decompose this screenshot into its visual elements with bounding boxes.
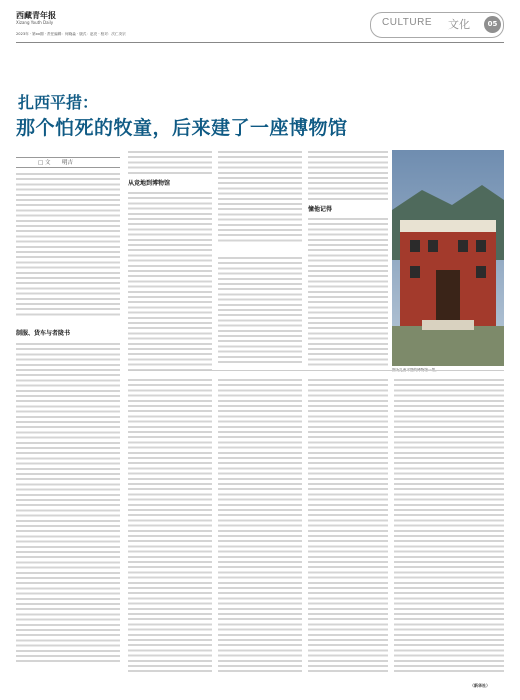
section-heading: 从竞地到博物馆 [128,180,171,187]
article-body-block [128,191,212,371]
museum-photo [392,150,504,366]
article-body-block [16,172,120,318]
column-1 [16,172,120,662]
article-body-block [128,150,212,174]
byline-author: 明吉 [62,160,74,166]
newspaper-name: 西藏青年报 [16,11,56,20]
headline-line1: 扎西平措： [18,93,99,112]
article-body-block [394,378,504,674]
article-body-block [218,150,302,242]
header-rule [16,42,504,43]
section-divider [128,370,504,371]
byline-label: □ 文 [38,160,51,166]
article-body-block [308,217,388,367]
column-4 [308,150,388,367]
column-2 [128,150,212,371]
page-number: 05 [484,16,501,33]
article-body-block [128,378,212,674]
headline-line2: 那个怕死的牧童，后来建了一座博物馆 [16,117,348,139]
section-title-en: CULTURE [382,17,432,28]
column-4-lower [308,378,388,674]
museum-illustration [392,150,504,366]
section-heading: 憧他记得 [308,206,333,213]
article-body-block [308,378,388,674]
article-body-block [308,150,388,200]
article-body-block [218,256,302,366]
column-3-lower [218,378,302,674]
article-body-block [16,342,120,662]
column-2-lower [128,378,212,674]
column-5-lower [394,378,504,674]
section-heading: 制服、货车与者陇书 [16,330,71,337]
newspaper-subtitle: Xizang Youth Daily [16,20,54,25]
column-3 [218,150,302,366]
editor-info: 2023年 · 第xx期 · 责任编辑：何晓淼 · 版式：赵亮 · 校对：次仁央宗 [16,32,126,36]
section-title-zh: 文化 [448,18,470,31]
news-agency-credit: （新华社） [470,683,490,688]
article-body-block [218,378,302,674]
